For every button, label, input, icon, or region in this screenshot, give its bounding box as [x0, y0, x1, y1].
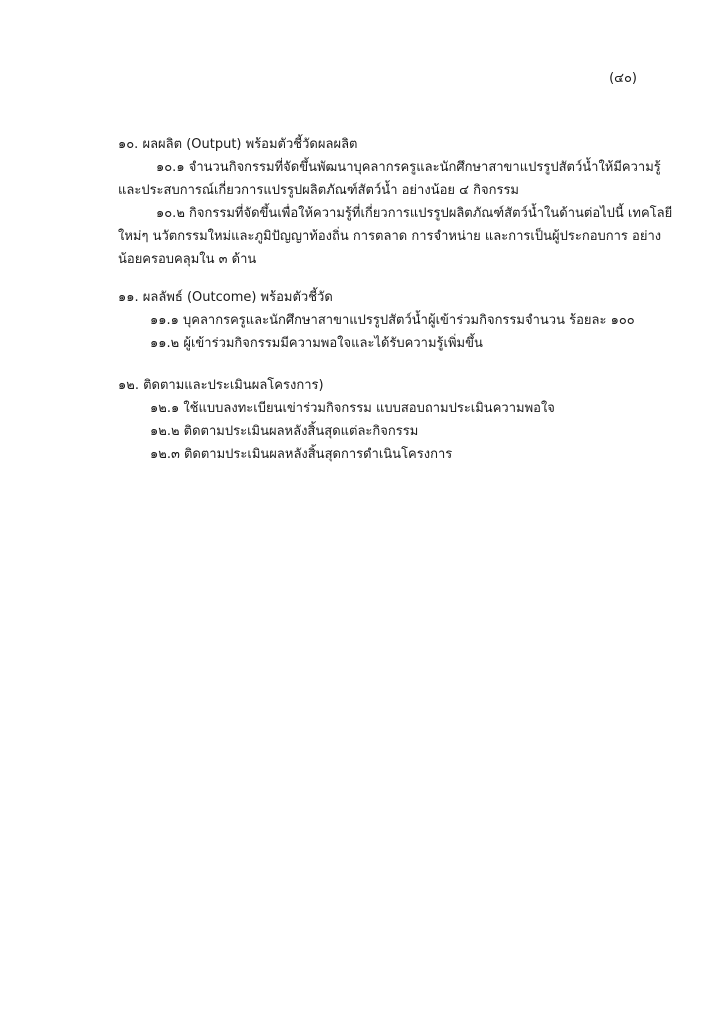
evaluation-item-3: ๑๒.๓ ติดตามประเมินผลหลังสิ้นสุดการดำเนินโครงการ: [150, 447, 453, 462]
output-item-2-line-2: ใหม่ๆ นวัตกรรมใหม่และภูมิปัญญาท้องถิ่น การตลาด การจำหน่าย และการเป็นผู้ประกอบการ อย่าง: [118, 229, 662, 244]
output-item-1-line-1: ๑๐.๑ จำนวนกิจกรรมที่จัดขึ้นพัฒนาบุคลากรครูและนักศึกษาสาขาแปรรูปสัตว์น้ำให้มีความรู้: [156, 160, 661, 175]
output-item-1-line-2: และประสบการณ์เกี่ยวการแปรรูปผลิตภัณฑ์สัตว์น้ำ อย่างน้อย ๔ กิจกรรม: [118, 183, 520, 198]
section-outcome-heading: ๑๑. ผลลัพธ์ (Outcome) พร้อมตัวชี้วัด: [118, 290, 333, 305]
evaluation-item-2: ๑๒.๒ ติดตามประเมินผลหลังสิ้นสุดแต่ละกิจกรรม: [150, 424, 419, 439]
section-output-heading: ๑๐. ผลผลิต (Output) พร้อมตัวชี้วัดผลผลิต: [118, 137, 358, 152]
section-output: [118, 133, 673, 271]
section-evaluation: [118, 374, 638, 466]
outcome-item-1: ๑๑.๑ บุคลากรครูและนักศึกษาสาขาแปรรูปสัตว์น้ำผู้เข้าร่วมกิจกรรมจำนวน ร้อยละ ๑๐๐: [150, 313, 635, 328]
outcome-item-2: ๑๑.๒ ผู้เข้าร่วมกิจกรรมมีความพอใจและได้รับความรู้เพิ่มขึ้น: [150, 336, 483, 351]
output-item-2-line-1: ๑๐.๒ กิจกรรมที่จัดขึ้นเพื่อให้ความรู้ที่เกี่ยวการแปรรูปผลิตภัณฑ์สัตว์น้ำในด้านต่อไปนี้ เทคโลยี: [156, 206, 673, 221]
evaluation-item-1: ๑๒.๑ ใช้แบบลงทะเบียนเข่าร่วมกิจกรรม แบบสอบถามประเมินความพอใจ: [150, 401, 555, 416]
section-evaluation-heading: ๑๒. ติดตามและประเมินผลโครงการ): [118, 378, 324, 393]
section-outcome: [118, 286, 638, 355]
output-item-2-line-3: น้อยครอบคลุมใน ๓ ด้าน: [118, 252, 257, 267]
page-number: (๔๐): [609, 71, 637, 86]
